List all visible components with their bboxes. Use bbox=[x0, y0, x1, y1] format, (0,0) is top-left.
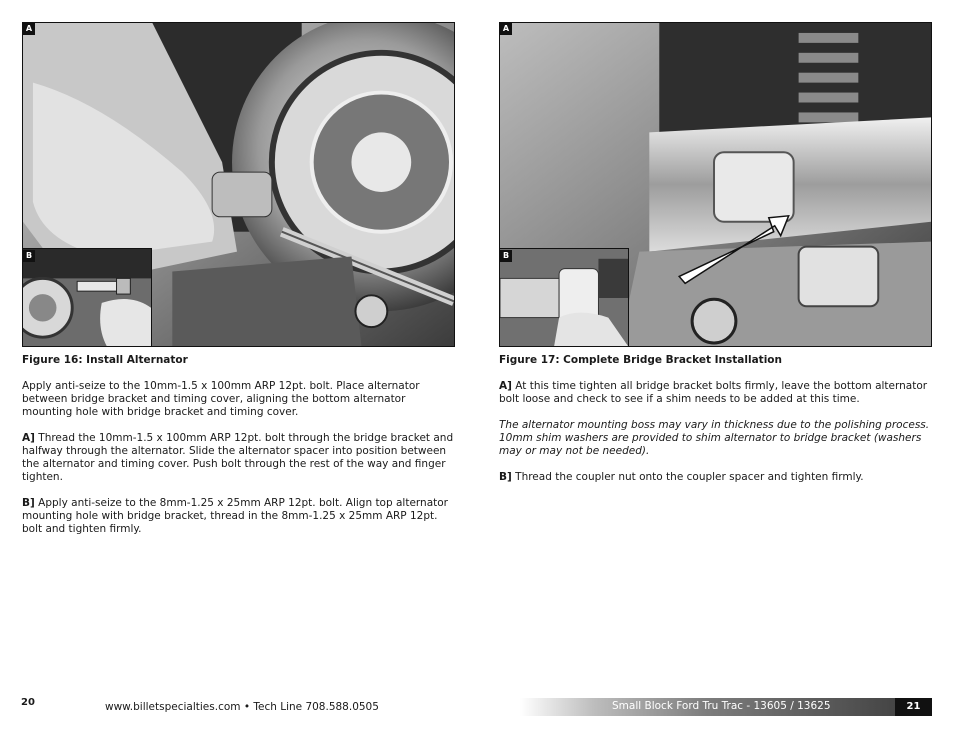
figure-16-caption: Figure 16: Install Alternator bbox=[22, 354, 188, 366]
right-step-a-text: At this time tighten all bridge bracket bolts firmly, leave the bottom alternator bolt loose and check to see if a shim needs to be added at this time. bbox=[499, 380, 928, 405]
right-step-b-text: Thread the coupler nut onto the coupler spacer and tighten firmly. bbox=[515, 471, 864, 483]
right-step-a-label: A] bbox=[499, 380, 512, 392]
intro-paragraph: Apply anti-seize to the 10mm-1.5 x 100mm ARP 12pt. bolt. Place alternator between bridge bracket and timing cover, aligning the bottom alternator mounting hole with bridge bracket and timing cover. bbox=[22, 380, 420, 418]
figure-17-tag-a: A bbox=[500, 23, 512, 35]
page-number-left: 20 bbox=[21, 697, 35, 708]
step-a-text: Thread the 10mm-1.5 x 100mm ARP 12pt. bolt through the bridge bracket and halfway through the alternator. Slide the alternator spacer into position between the alternator and timing cover. Push bolt through the rest of the way and finger tighten. bbox=[22, 432, 454, 483]
footer-website-phone: www.billetspecialties.com • Tech Line 708.588.0505 bbox=[105, 701, 379, 713]
footer-product-title: Small Block Ford Tru Trac - 13605 / 13625 bbox=[612, 700, 831, 712]
step-b-text: Apply anti-seize to the 8mm-1.25 x 25mm ARP 12pt. bolt. Align top alternator mounting hole with bridge bracket, thread in the 8mm-1.25 x 25mm ARP 12pt. bolt and tighten firmly. bbox=[22, 497, 448, 535]
right-step-b-paragraph bbox=[499, 471, 932, 484]
figure-17-caption: Figure 17: Complete Bridge Bracket Installation bbox=[499, 354, 782, 366]
shim-note-paragraph: The alternator mounting boss may vary in thickness due to the polishing process. 10mm shim washers are provided to shim alternator to bridge bracket (washers may or may not be needed). bbox=[499, 419, 930, 457]
figure-16-tag-a: A bbox=[23, 23, 35, 35]
step-a-paragraph bbox=[22, 432, 454, 484]
inset-coupler-photo bbox=[500, 249, 628, 346]
step-b-label: B] bbox=[22, 497, 35, 509]
right-step-b-label: B] bbox=[499, 471, 512, 483]
step-a-label: A] bbox=[22, 432, 35, 444]
inset-bolt-photo bbox=[23, 249, 151, 346]
figure-17-inset-photo bbox=[499, 248, 629, 347]
right-step-a-paragraph bbox=[499, 380, 932, 406]
page-number-right: 21 bbox=[895, 698, 932, 716]
figure-16-inset-photo bbox=[22, 248, 152, 347]
figure-16-tag-b: B bbox=[23, 250, 35, 262]
figure-17-tag-b: B bbox=[500, 250, 512, 262]
step-b-paragraph bbox=[22, 497, 454, 536]
